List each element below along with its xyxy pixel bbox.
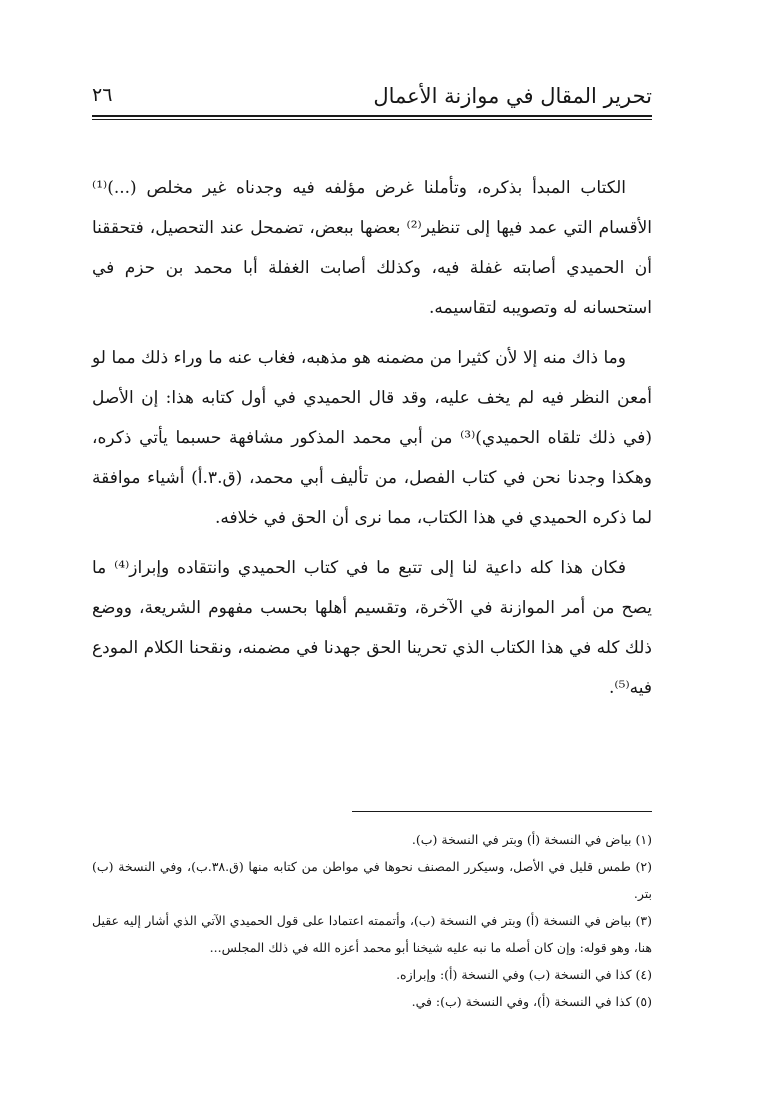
footnote-2: (٢) طمس قليل في الأصل، وسيكرر المصنف نحوها في مواطن من كتابه منها (ق.٣٨.ب)، وفي النسخة (ب) بتر. xyxy=(92,859,653,901)
main-text xyxy=(92,168,652,718)
paragraph-2: وما ذاك منه إلا لأن كثيرا من مضمنه هو مذهبه، فغاب عنه ما وراء ذلك مما لو أمعن النظر فيه لم يخف عليه، وقد قال الحميدي في أول كتابه هذا: إن الأصل (في ذلك تلقاه الحميدي)⁽³⁾ من أبي محمد المذكور مشافهة حسبما يأتي ذكره، وهكذا وجدنا نحن في كتاب الفصل، من تأليف أبي محمد، (ق.٣.أ) أشياء موافقة لما ذكره الحميدي في هذا الكتاب، مما نرى أن الحق في خلافه. xyxy=(92,348,652,528)
running-title: تحرير المقال في موازنة الأعمال xyxy=(373,84,652,108)
paragraph-3: فكان هذا كله داعية لنا إلى تتبع ما في كتاب الحميدي وانتقاده وإبراز⁽⁴⁾ ما يصح من أمر الموازنة في الآخرة، وتقسيم أهلها بحسب مفهوم الشريعة، ووضع ذلك كله في هذا الكتاب الذي تحرينا الحق جهدنا في مضمنه، ونقحنا الكلام المودع فيه⁽⁵⁾. xyxy=(92,558,652,698)
header-rule xyxy=(92,115,652,117)
footnotes xyxy=(92,826,652,1015)
paragraph-1: الكتاب المبدأ بذكره، وتأملنا غرض مؤلفه فيه وجدناه غير مخلص (...)⁽¹⁾ الأقسام التي عمد فيها إلى تنظير⁽²⁾ بعضها ببعض، تضمحل عند التحصيل، فتحققنا أن الحميدي أصابته غفلة فيه، وكذلك أصابت الغفلة أبا محمد بن حزم في استحسانه له وتصويبه لتقاسيمه. xyxy=(92,178,652,318)
header-rule-secondary xyxy=(92,119,652,120)
footnote-5: (٥) كذا في النسخة (أ)، وفي النسخة (ب): في. xyxy=(411,994,652,1009)
footnote-1: (١) بياض في النسخة (أ) وبتر في النسخة (ب). xyxy=(411,832,652,847)
page-number: ٢٦ xyxy=(92,84,113,106)
footnote-4: (٤) كذا في النسخة (ب) وفي النسخة (أ): وإبرازه. xyxy=(396,967,652,982)
page-header xyxy=(92,84,652,112)
footnote-separator xyxy=(352,811,652,812)
footnote-3: (٣) بياض في النسخة (أ) وبتر في النسخة (ب)، وأتممته اعتمادا على قول الحميدي الآتي الذي أشار إليه عقيل هنا، وهو قوله: وإن كان أصله ما نبه عليه شيخنا أبو محمد أعزه الله في ذلك المجلس... xyxy=(92,913,652,955)
